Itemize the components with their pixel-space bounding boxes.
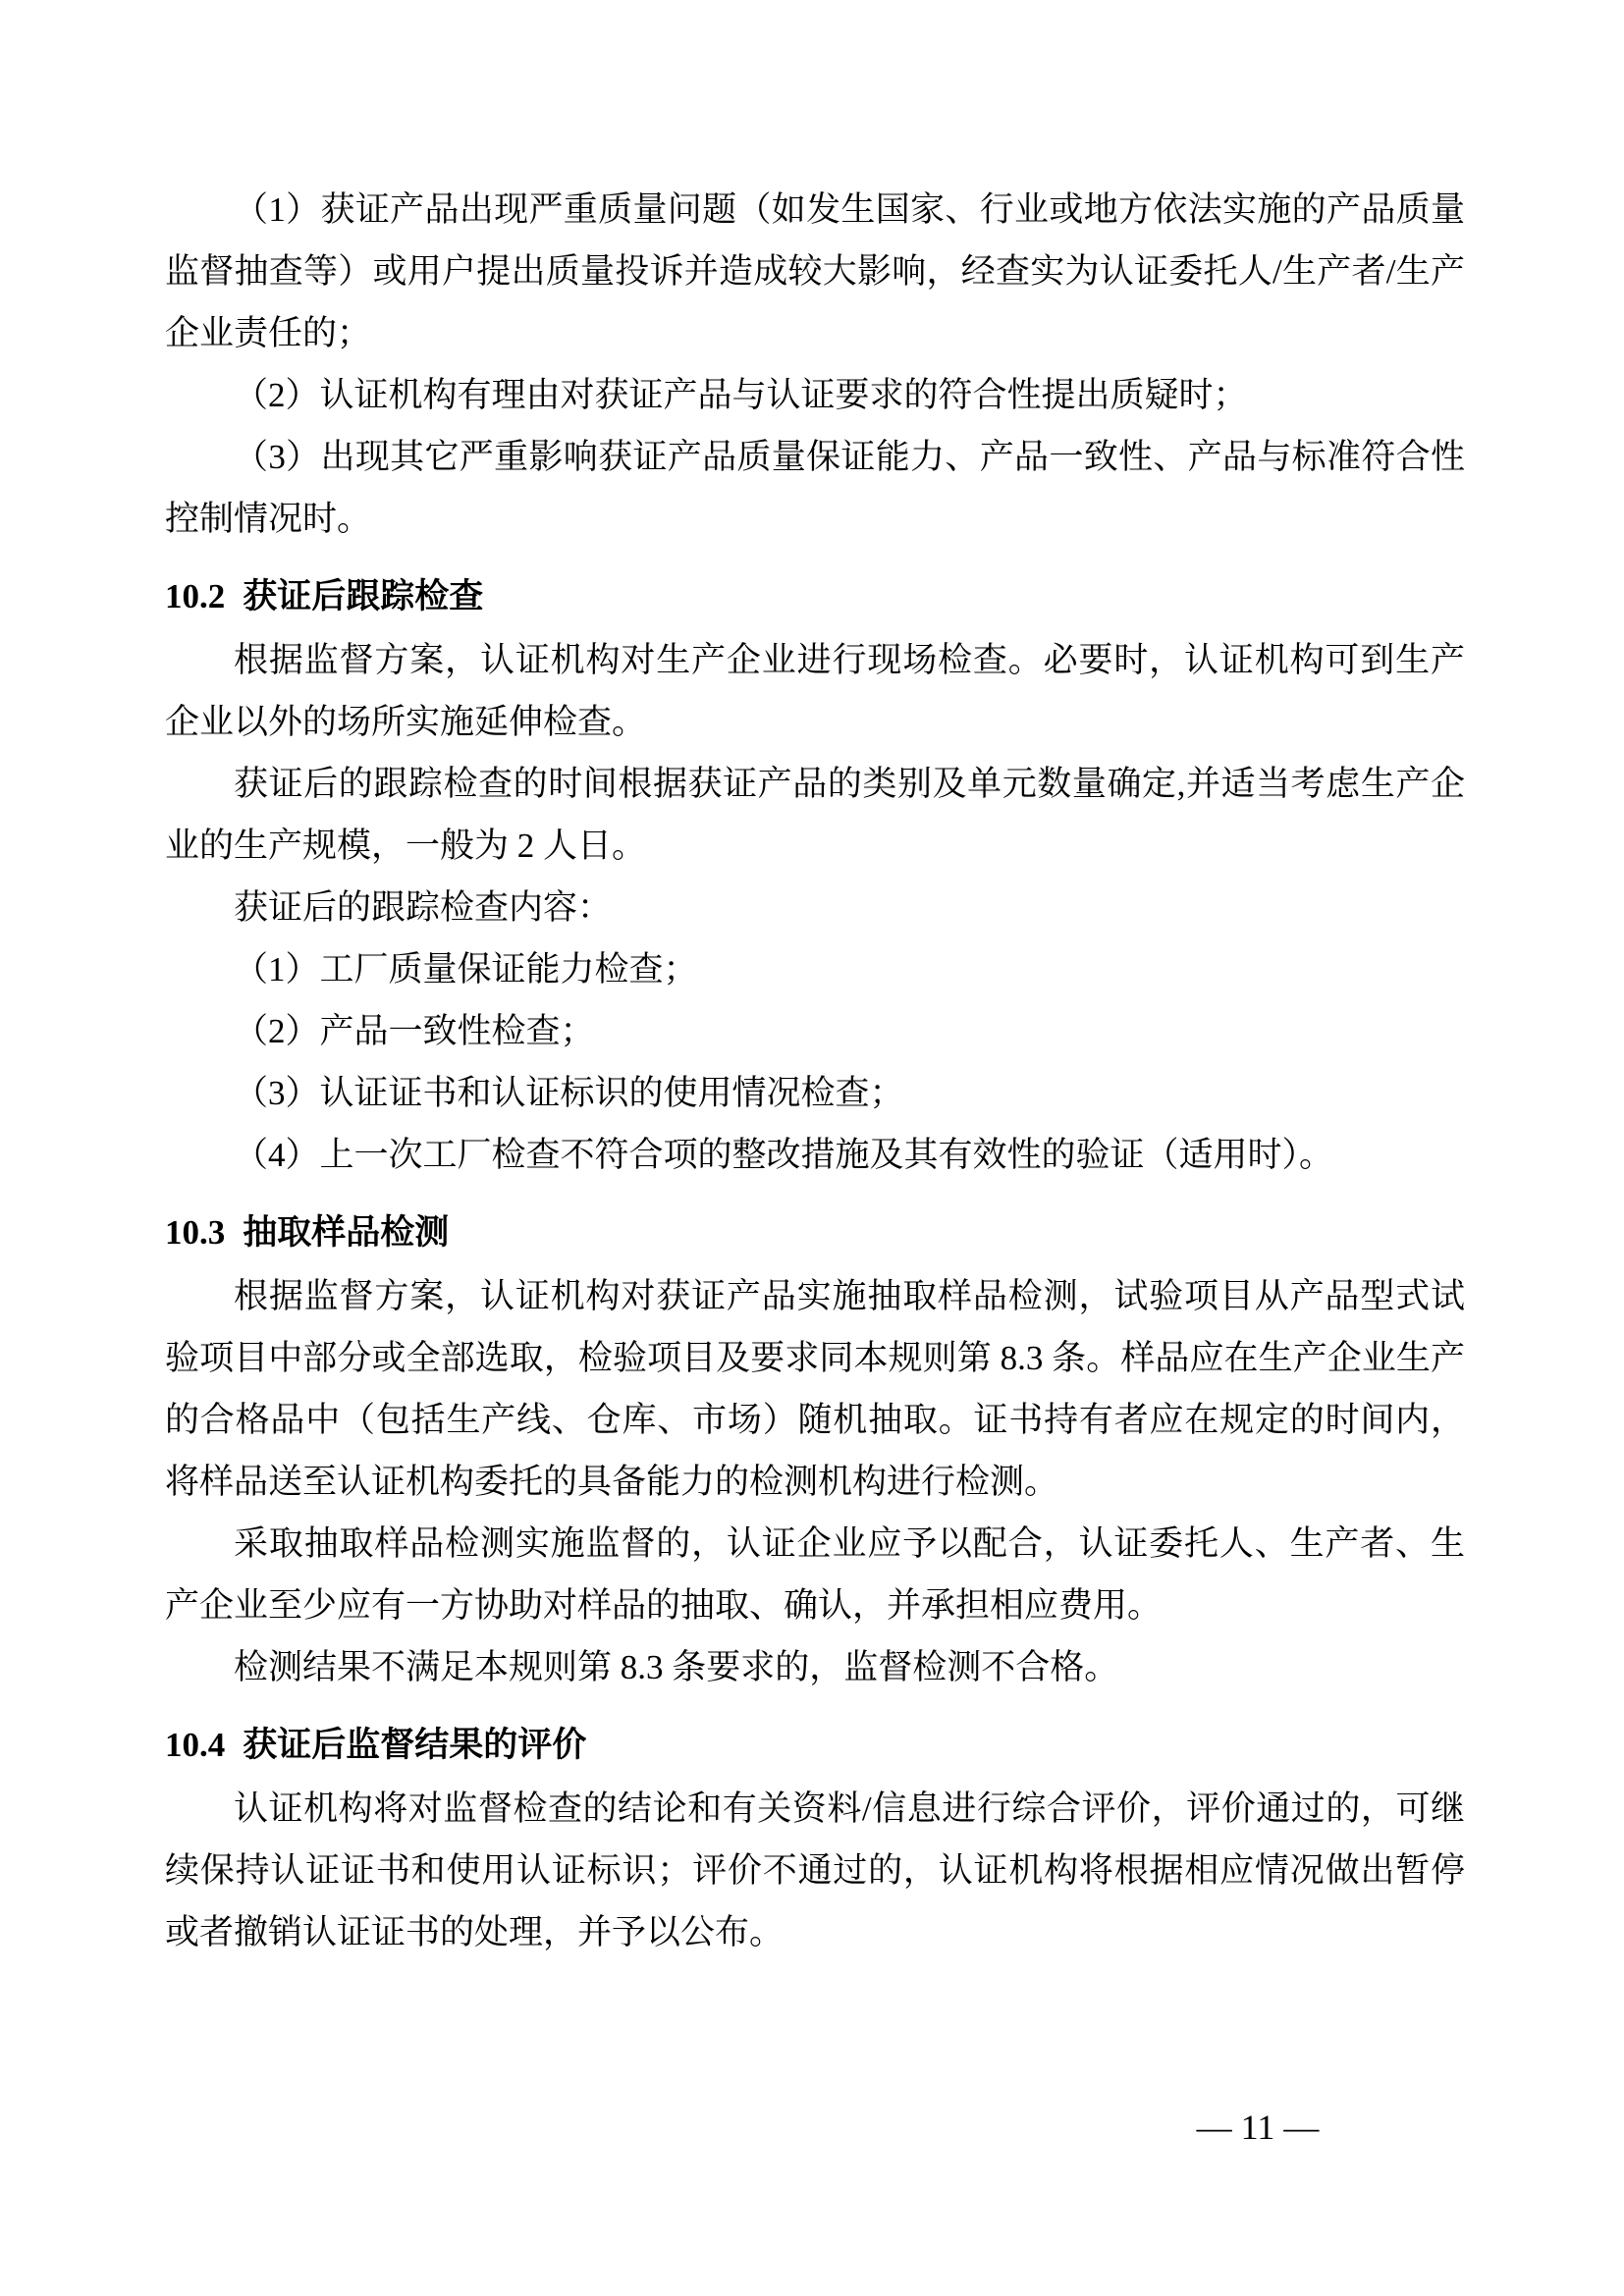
heading-number: 10.2 bbox=[165, 577, 226, 615]
para-10-4-evaluation: 认证机构将对监督检查的结论和有关资料/信息进行综合评价，评价通过的，可继续保持认证证书和使用认证标识；评价不通过的，认证机构将根据相应情况做出暂停或者撤销认证证书的处理，并予以公布。 bbox=[165, 1789, 1465, 1951]
item-3-certificate-mark-usage: （3）认证证书和认证标识的使用情况检查； bbox=[234, 1074, 904, 1112]
clause-2-certification-body-doubt: （2）认证机构有理由对获证产品与认证要求的符合性提出质疑时； bbox=[234, 376, 1248, 414]
section-10-4 bbox=[165, 1714, 1465, 1776]
page-number: — 11 — bbox=[1196, 2108, 1320, 2147]
para-10-2-inspection-content-intro: 获证后的跟踪检查内容： bbox=[234, 888, 613, 927]
para-10-2-inspection-time: 获证后的跟踪检查的时间根据获证产品的类别及单元数量确定,并适当考虑生产企业的生产规模，一般为 2 人日。 bbox=[165, 765, 1465, 865]
heading-number: 10.4 bbox=[165, 1726, 226, 1764]
clause-1-severe-quality-problem: （1）获证产品出现严重质量问题（如发生国家、行业或地方依法实施的产品质量监督抽查等）或用户提出质量投诉并造成较大影响，经查实为认证委托人/生产者/生产企业责任的； bbox=[165, 190, 1465, 352]
item-2-product-consistency: （2）产品一致性检查； bbox=[234, 1012, 595, 1050]
section-10-3 bbox=[165, 1201, 1465, 1263]
item-1-factory-quality-assurance: （1）工厂质量保证能力检查； bbox=[234, 950, 698, 988]
heading-title: 抽取样品检测 bbox=[243, 1213, 450, 1252]
heading-title: 获证后跟踪检查 bbox=[243, 577, 484, 615]
para-10-3-sampling-test: 根据监督方案，认证机构对获证产品实施抽取样品检测，试验项目从产品型式试验项目中部分或全部选取，检验项目及要求同本规则第 8.3 条。样品应在生产企业生产的合格品中（包括生产线、仓库、市场）随机抽取。证书持有者应在规定的时间内，将样品送至认证机构委托的具备能力的检测机构进行检测。 bbox=[165, 1277, 1465, 1501]
clause-3-other-severe-impact: （3）出现其它严重影响获证产品质量保证能力、产品一致性、产品与标准符合性控制情况时。 bbox=[165, 438, 1465, 538]
para-10-2-onsite-inspection: 根据监督方案，认证机构对生产企业进行现场检查。必要时，认证机构可到生产企业以外的场所实施延伸检查。 bbox=[165, 641, 1465, 741]
item-4-previous-nonconformity-verification: （4）上一次工厂检查不符合项的整改措施及其有效性的验证（适用时）。 bbox=[234, 1136, 1334, 1174]
page-footer bbox=[1174, 2107, 1341, 2148]
para-10-3-fail-result: 检测结果不满足本规则第 8.3 条要求的，监督检测不合格。 bbox=[234, 1648, 1119, 1686]
heading-title: 获证后监督结果的评价 bbox=[243, 1726, 587, 1764]
document-content bbox=[165, 179, 1465, 1963]
section-10-2 bbox=[165, 565, 1465, 627]
heading-number: 10.3 bbox=[165, 1213, 226, 1252]
para-10-3-cooperation: 采取抽取样品检测实施监督的，认证企业应予以配合，认证委托人、生产者、生产企业至少应有一方协助对样品的抽取、确认，并承担相应费用。 bbox=[165, 1524, 1465, 1625]
